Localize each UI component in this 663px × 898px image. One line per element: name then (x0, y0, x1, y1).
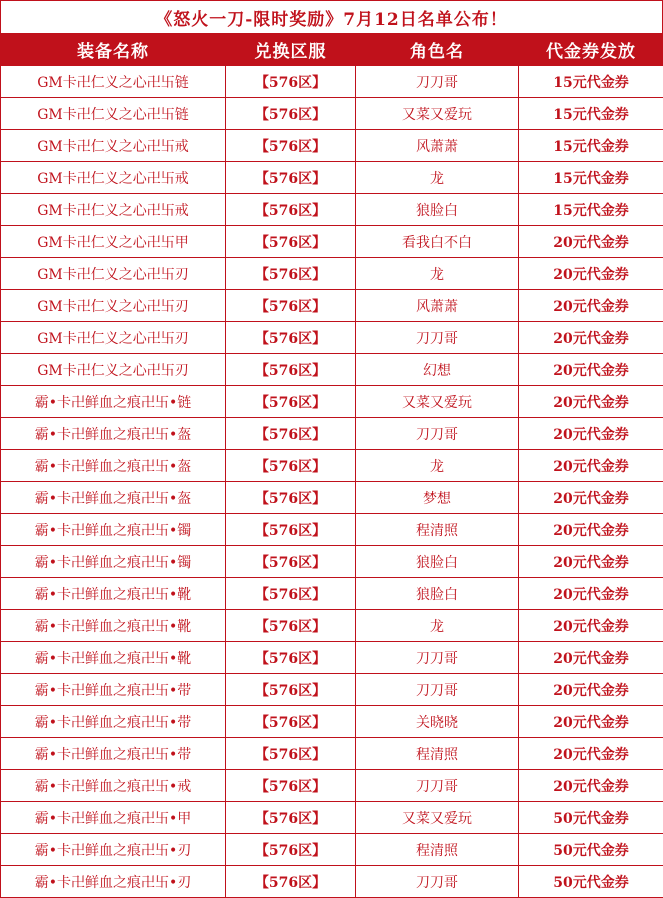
cell-zone: 【576区】 (226, 386, 356, 418)
cell-zone: 【576区】 (226, 674, 356, 706)
cell-item-name: GM卡卍仁义之心卍卐链 (1, 66, 226, 98)
cell-zone: 【576区】 (226, 226, 356, 258)
cell-zone: 【576区】 (226, 610, 356, 642)
cell-item-name: 霸•卡卍鲜血之痕卍卐•盔 (1, 450, 226, 482)
column-header-role: 角色名 (356, 34, 519, 66)
cell-role-name: 风萧萧 (356, 290, 519, 322)
cell-reward: 50元代金券 (519, 866, 663, 898)
cell-reward: 20元代金券 (519, 514, 663, 546)
cell-zone: 【576区】 (226, 258, 356, 290)
cell-role-name: 程清照 (356, 738, 519, 770)
column-header-reward: 代金券发放 (519, 34, 663, 66)
cell-role-name: 刀刀哥 (356, 642, 519, 674)
cell-item-name: 霸•卡卍鲜血之痕卍卐•盔 (1, 418, 226, 450)
cell-reward: 20元代金券 (519, 354, 663, 386)
table-row (1, 610, 663, 642)
table-row (1, 322, 663, 354)
cell-reward: 50元代金券 (519, 834, 663, 866)
cell-reward: 15元代金券 (519, 162, 663, 194)
table-row (1, 674, 663, 706)
cell-reward: 20元代金券 (519, 482, 663, 514)
cell-zone: 【576区】 (226, 162, 356, 194)
cell-role-name: 梦想 (356, 482, 519, 514)
table-row (1, 706, 663, 738)
cell-role-name: 幻想 (356, 354, 519, 386)
cell-reward: 15元代金券 (519, 66, 663, 98)
cell-role-name: 程清照 (356, 514, 519, 546)
cell-item-name: 霸•卡卍鲜血之痕卍卐•链 (1, 386, 226, 418)
cell-item-name: GM卡卍仁义之心卍卐戒 (1, 162, 226, 194)
cell-reward: 20元代金券 (519, 674, 663, 706)
cell-role-name: 刀刀哥 (356, 322, 519, 354)
cell-role-name: 刀刀哥 (356, 770, 519, 802)
cell-item-name: 霸•卡卍鲜血之痕卍卐•盔 (1, 482, 226, 514)
table-row (1, 834, 663, 866)
cell-item-name: GM卡卍仁义之心卍卐刃 (1, 354, 226, 386)
table-row (1, 546, 663, 578)
cell-reward: 20元代金券 (519, 706, 663, 738)
cell-reward: 20元代金券 (519, 450, 663, 482)
cell-item-name: 霸•卡卍鲜血之痕卍卐•镯 (1, 546, 226, 578)
cell-item-name: GM卡卍仁义之心卍卐戒 (1, 130, 226, 162)
table-row (1, 418, 663, 450)
cell-item-name: 霸•卡卍鲜血之痕卍卐•靴 (1, 642, 226, 674)
cell-zone: 【576区】 (226, 706, 356, 738)
table-row (1, 66, 663, 98)
table-row (1, 130, 663, 162)
cell-reward: 20元代金券 (519, 610, 663, 642)
cell-reward: 15元代金券 (519, 98, 663, 130)
cell-reward: 20元代金券 (519, 386, 663, 418)
table-row (1, 578, 663, 610)
cell-zone: 【576区】 (226, 98, 356, 130)
table-row (1, 354, 663, 386)
cell-zone: 【576区】 (226, 514, 356, 546)
cell-role-name: 龙 (356, 258, 519, 290)
page-title: 《怒火一刀-限时奖励》7月12日名单公布！ (0, 0, 663, 33)
cell-role-name: 刀刀哥 (356, 418, 519, 450)
cell-role-name: 狼脸白 (356, 546, 519, 578)
cell-zone: 【576区】 (226, 418, 356, 450)
cell-item-name: GM卡卍仁义之心卍卐刃 (1, 290, 226, 322)
cell-reward: 20元代金券 (519, 578, 663, 610)
cell-item-name: 霸•卡卍鲜血之痕卍卐•带 (1, 738, 226, 770)
cell-reward: 20元代金券 (519, 546, 663, 578)
cell-item-name: 霸•卡卍鲜血之痕卍卐•甲 (1, 802, 226, 834)
cell-zone: 【576区】 (226, 546, 356, 578)
cell-role-name: 又菜又爱玩 (356, 98, 519, 130)
cell-zone: 【576区】 (226, 866, 356, 898)
table-row (1, 258, 663, 290)
cell-zone: 【576区】 (226, 290, 356, 322)
winners-table (0, 33, 663, 898)
table-row (1, 194, 663, 226)
table-row (1, 802, 663, 834)
table-row (1, 738, 663, 770)
table-row (1, 514, 663, 546)
cell-role-name: 看我白不白 (356, 226, 519, 258)
cell-role-name: 程清照 (356, 834, 519, 866)
table-row (1, 866, 663, 898)
cell-role-name: 关晓晓 (356, 706, 519, 738)
cell-item-name: 霸•卡卍鲜血之痕卍卐•镯 (1, 514, 226, 546)
cell-reward: 20元代金券 (519, 738, 663, 770)
cell-item-name: GM卡卍仁义之心卍卐刃 (1, 322, 226, 354)
cell-zone: 【576区】 (226, 738, 356, 770)
cell-role-name: 风萧萧 (356, 130, 519, 162)
table-row (1, 98, 663, 130)
cell-role-name: 刀刀哥 (356, 66, 519, 98)
cell-role-name: 龙 (356, 610, 519, 642)
cell-reward: 20元代金券 (519, 642, 663, 674)
table-row (1, 290, 663, 322)
cell-zone: 【576区】 (226, 322, 356, 354)
cell-role-name: 狼脸白 (356, 578, 519, 610)
cell-reward: 15元代金券 (519, 130, 663, 162)
cell-reward: 20元代金券 (519, 770, 663, 802)
cell-item-name: GM卡卍仁义之心卍卐刃 (1, 258, 226, 290)
cell-item-name: 霸•卡卍鲜血之痕卍卐•带 (1, 706, 226, 738)
cell-reward: 20元代金券 (519, 322, 663, 354)
cell-zone: 【576区】 (226, 354, 356, 386)
cell-role-name: 又菜又爱玩 (356, 802, 519, 834)
cell-item-name: 霸•卡卍鲜血之痕卍卐•靴 (1, 578, 226, 610)
cell-reward: 20元代金券 (519, 258, 663, 290)
table-row (1, 386, 663, 418)
cell-zone: 【576区】 (226, 834, 356, 866)
cell-zone: 【576区】 (226, 66, 356, 98)
cell-reward: 20元代金券 (519, 226, 663, 258)
table-row (1, 226, 663, 258)
cell-zone: 【576区】 (226, 578, 356, 610)
cell-item-name: 霸•卡卍鲜血之痕卍卐•刃 (1, 834, 226, 866)
cell-item-name: GM卡卍仁义之心卍卐甲 (1, 226, 226, 258)
cell-zone: 【576区】 (226, 770, 356, 802)
table-row (1, 642, 663, 674)
cell-reward: 15元代金券 (519, 194, 663, 226)
cell-zone: 【576区】 (226, 130, 356, 162)
cell-role-name: 刀刀哥 (356, 866, 519, 898)
cell-item-name: 霸•卡卍鲜血之痕卍卐•带 (1, 674, 226, 706)
cell-role-name: 刀刀哥 (356, 674, 519, 706)
cell-zone: 【576区】 (226, 642, 356, 674)
cell-item-name: 霸•卡卍鲜血之痕卍卐•戒 (1, 770, 226, 802)
cell-role-name: 又菜又爱玩 (356, 386, 519, 418)
table-header-row (1, 34, 663, 66)
cell-zone: 【576区】 (226, 194, 356, 226)
column-header-item: 装备名称 (1, 34, 226, 66)
cell-reward: 20元代金券 (519, 290, 663, 322)
cell-zone: 【576区】 (226, 450, 356, 482)
cell-role-name: 龙 (356, 162, 519, 194)
cell-zone: 【576区】 (226, 802, 356, 834)
cell-item-name: 霸•卡卍鲜血之痕卍卐•刃 (1, 866, 226, 898)
cell-item-name: 霸•卡卍鲜血之痕卍卐•靴 (1, 610, 226, 642)
cell-role-name: 狼脸白 (356, 194, 519, 226)
cell-role-name: 龙 (356, 450, 519, 482)
cell-zone: 【576区】 (226, 482, 356, 514)
column-header-zone: 兑换区服 (226, 34, 356, 66)
table-row (1, 162, 663, 194)
table-row (1, 770, 663, 802)
table-row (1, 482, 663, 514)
table-row (1, 450, 663, 482)
cell-reward: 20元代金券 (519, 418, 663, 450)
cell-item-name: GM卡卍仁义之心卍卐链 (1, 98, 226, 130)
cell-reward: 50元代金券 (519, 802, 663, 834)
cell-item-name: GM卡卍仁义之心卍卐戒 (1, 194, 226, 226)
